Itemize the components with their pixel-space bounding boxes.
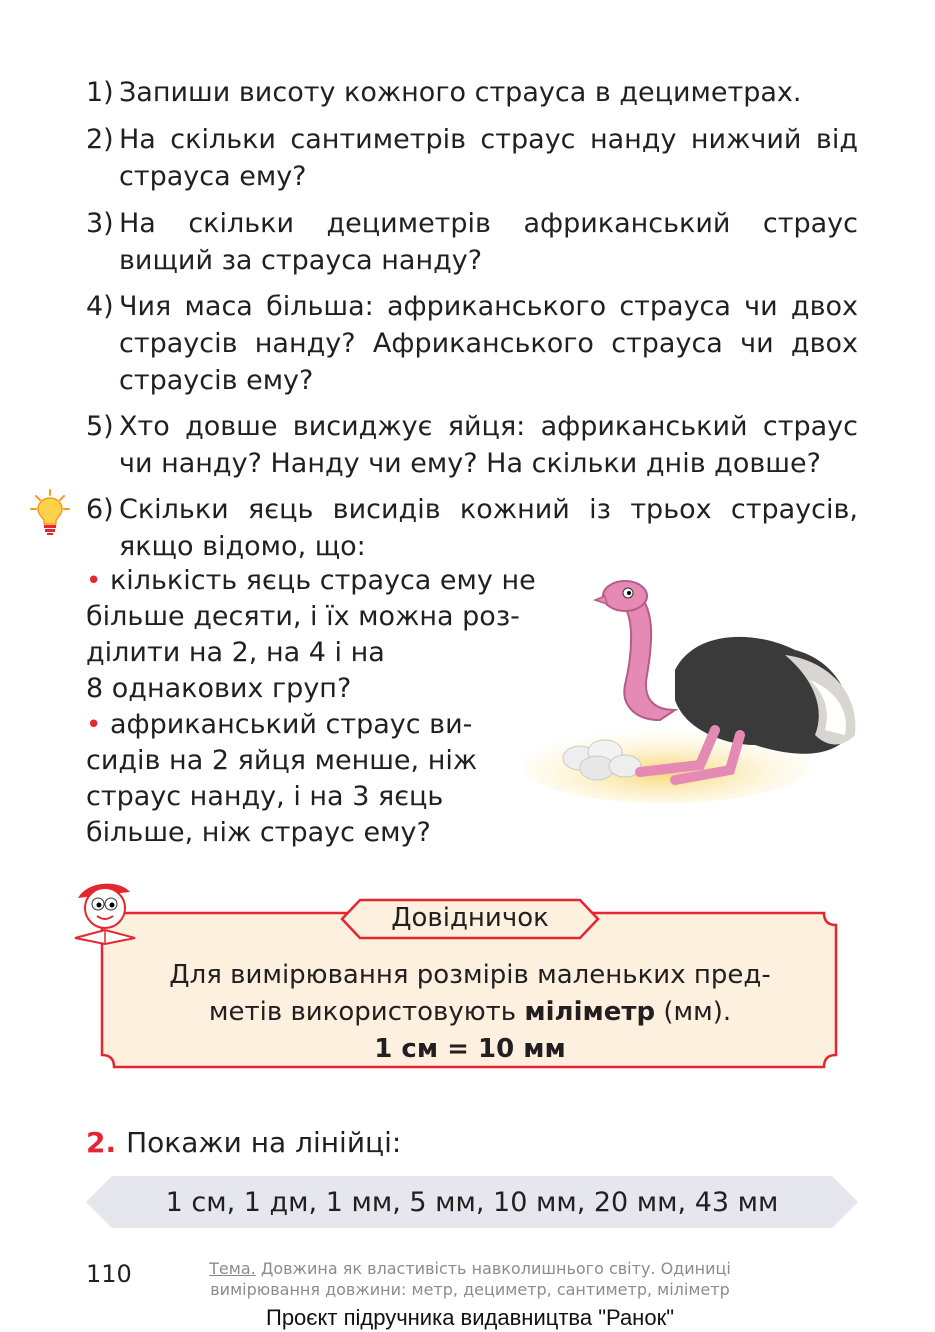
question-number: 3) — [86, 208, 114, 239]
condition-line: ділити на 2, на 4 і на — [86, 637, 385, 668]
bullet-marker: • — [86, 566, 102, 596]
lightbulb-icon — [30, 488, 70, 538]
question-number: 6) — [86, 494, 114, 525]
values-list: 1 см, 1 дм, 1 мм, 5 мм, 10 мм, 20 мм, 43 мм — [165, 1187, 779, 1218]
question-4 — [86, 288, 858, 399]
reference-text: метів використовують — [208, 997, 517, 1027]
reference-formula: 1 см = 10 мм — [374, 1034, 566, 1064]
condition-line: більше десяти, і їх можна роз- — [86, 601, 520, 632]
topic-line-1 — [150, 1258, 790, 1279]
question-text: Чия маса більша: африканського страуса чи двох страусів нанду? Африканського страуса чи двох страусів ему? — [119, 291, 858, 396]
reference-line-1: Для вимірювання розмірів маленьких пред- — [169, 960, 771, 990]
reference-body — [120, 957, 820, 1068]
question-text: На скільки сантиметрів страус нанду нижчий від страуса ему? — [119, 124, 858, 192]
question-text: Запиши висоту кожного страуса в дециметрах. — [119, 77, 802, 108]
question-6 — [86, 491, 858, 565]
reference-text: (мм). — [663, 997, 732, 1027]
condition-line: страус нанду, і на 3 яєць — [86, 781, 444, 812]
list-item — [86, 707, 556, 743]
condition-line: більше, ніж страус ему? — [86, 817, 431, 848]
condition-line: сидів на 2 яйця менше, ніж — [86, 745, 478, 776]
topic-footer — [150, 1258, 790, 1300]
question-number: 4) — [86, 291, 114, 322]
project-caption: Проєкт підручника видавництва "Ранок" — [266, 1305, 674, 1330]
question-text: На скільки дециметрів африканський страус вищий за страуса нанду? — [119, 208, 858, 276]
ostrich-illustration — [525, 560, 865, 805]
task-2-heading — [86, 1123, 401, 1163]
condition-line: африканський страус ви- — [109, 709, 473, 740]
reference-line-2 — [120, 994, 820, 1031]
topic-line-2: вимірювання довжини: метр, дециметр, сантиметр, міліметр — [210, 1280, 730, 1299]
question-number: 2) — [86, 124, 114, 155]
question-5 — [86, 408, 858, 482]
question-3 — [86, 205, 858, 279]
mascot-icon — [70, 880, 150, 950]
condition-line: 8 однакових груп? — [86, 673, 352, 704]
task-number: 2. — [86, 1126, 117, 1159]
question-text: Хто довше висиджує яйця: африканський страус чи нанду? Нанду чи ему? На скільки днів довше? — [119, 411, 858, 479]
reference-term: міліметр — [524, 997, 656, 1027]
question-1 — [86, 74, 858, 111]
conditions-list — [86, 563, 556, 851]
list-item — [86, 563, 556, 599]
task-text: Покажи на лінійці: — [126, 1126, 402, 1159]
question-number: 5) — [86, 411, 114, 442]
question-text: Скільки яєць висидів кожний із трьох страусів, якщо відомо, що: — [119, 494, 858, 562]
topic-label: Тема. — [209, 1259, 256, 1278]
page-number: 110 — [86, 1260, 132, 1288]
reference-title: Довідничок — [391, 903, 549, 933]
bullet-marker: • — [86, 710, 102, 740]
condition-line: кількість яєць страуса ему не — [109, 565, 536, 596]
topic-text: Довжина як властивість навколишнього світу. Одиниці — [260, 1259, 731, 1278]
question-2 — [86, 121, 858, 195]
question-number: 1) — [86, 77, 114, 108]
